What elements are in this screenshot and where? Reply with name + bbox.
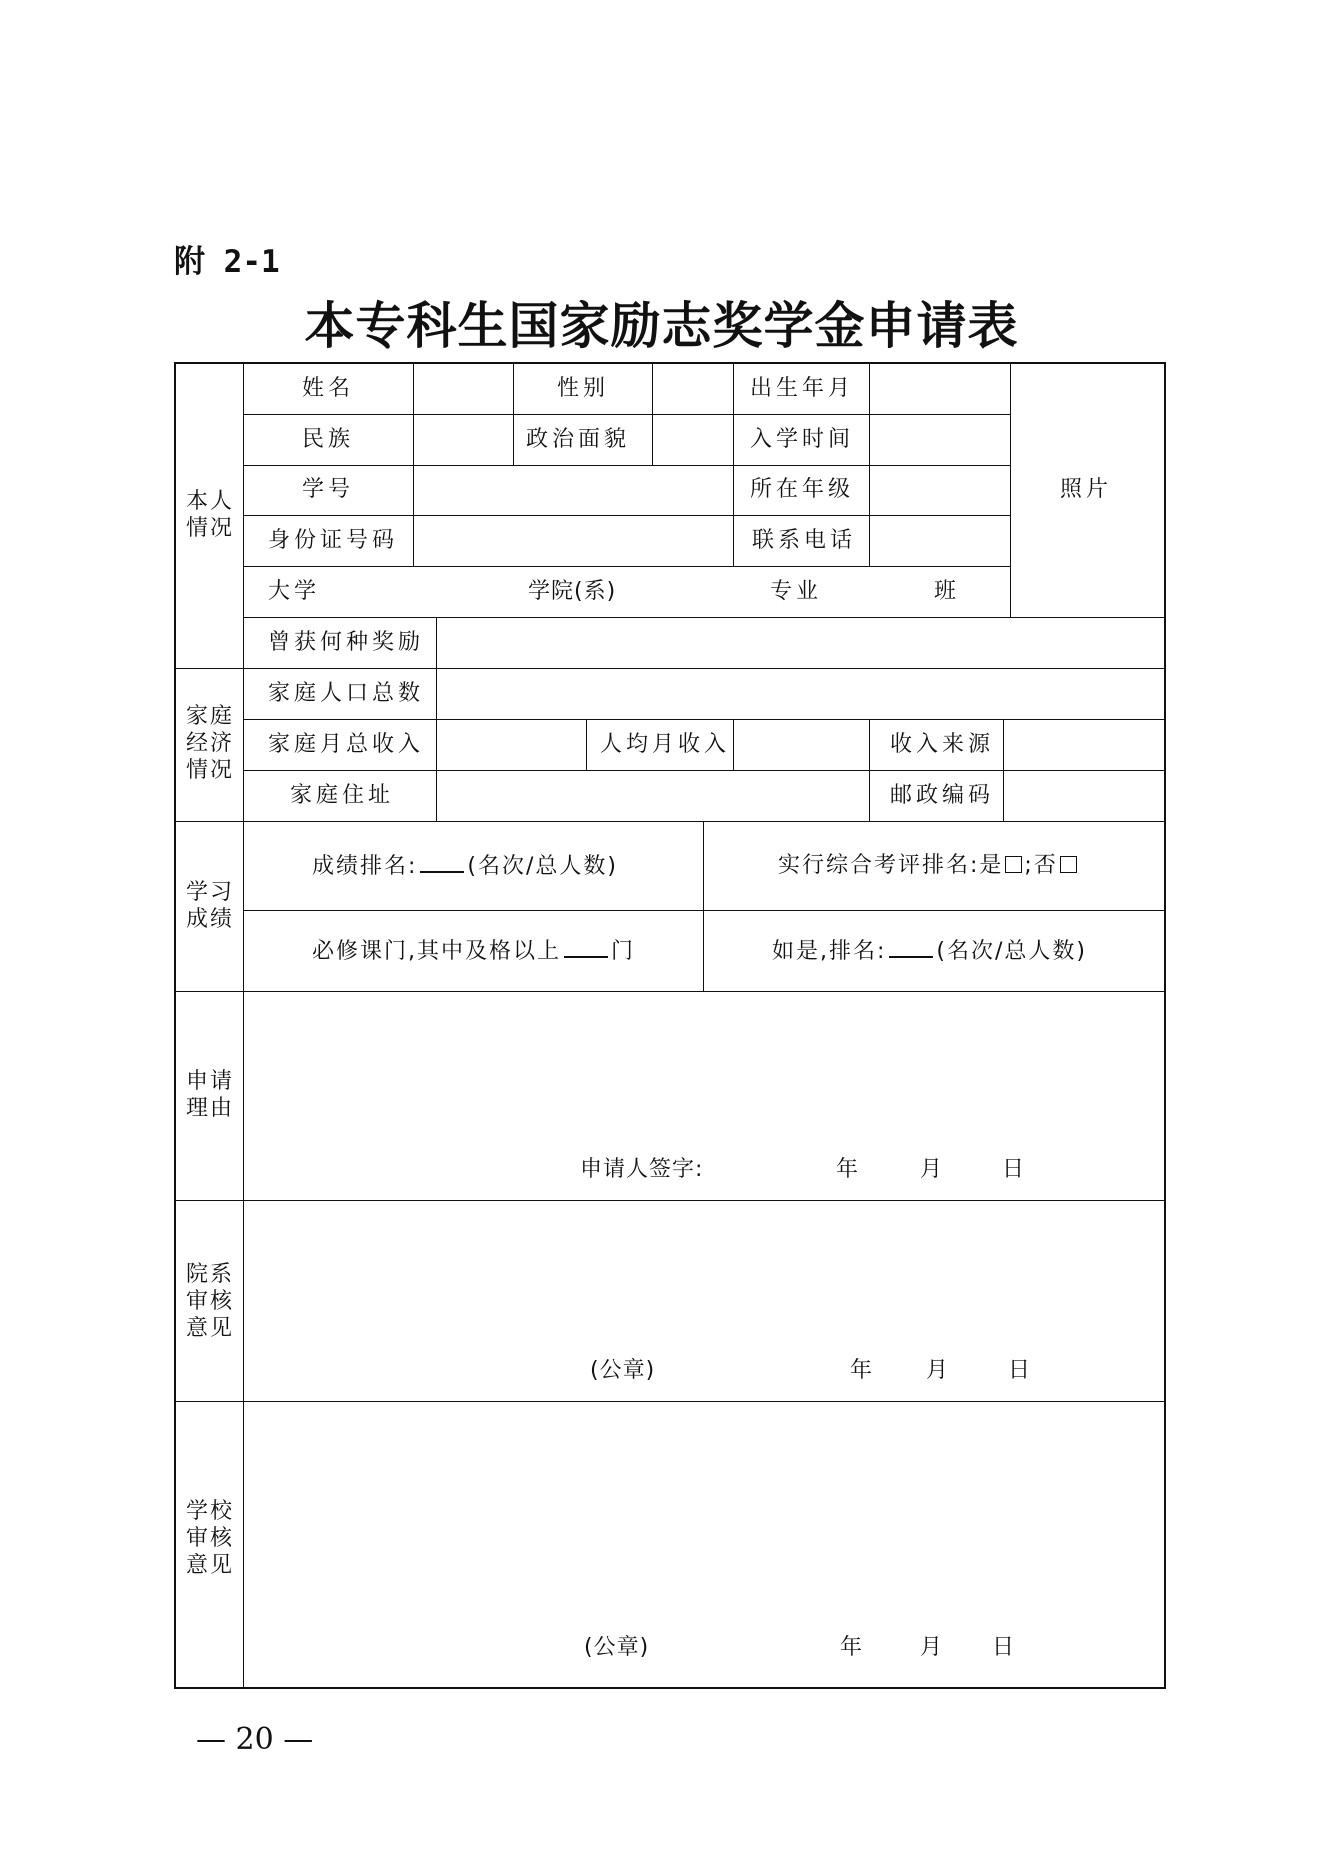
school-day: 日 — [992, 1635, 1019, 1660]
awards-label: 曾获何种奖励 — [268, 630, 425, 655]
college-year: 年 — [850, 1358, 877, 1383]
enrollment-time-field[interactable] — [870, 415, 1009, 465]
awards-field[interactable] — [437, 618, 1166, 668]
phone-field[interactable] — [870, 516, 1009, 566]
page-number: — 20 — — [196, 1722, 314, 1757]
if-yes-rank-prefix: 如是,排名: — [772, 939, 887, 964]
photo-column-divider — [1010, 364, 1011, 617]
college-day: 日 — [1008, 1358, 1035, 1383]
political-status-field[interactable] — [653, 415, 732, 465]
row-divider — [244, 566, 1011, 567]
section-divider — [176, 821, 1166, 822]
section-label-family: 家庭 经济 情况 — [185, 704, 234, 783]
grade-rank-suffix: (名次/总人数) — [467, 854, 619, 879]
ethnicity-label: 民族 — [302, 427, 355, 452]
college-label: 学院(系) — [528, 579, 617, 604]
college-month: 月 — [926, 1358, 953, 1383]
university-label: 大学 — [268, 579, 321, 604]
student-id-field[interactable] — [414, 466, 732, 515]
college-review-field[interactable] — [244, 1201, 1166, 1341]
application-form — [174, 362, 1166, 1689]
grade-rank-prefix: 成绩排名: — [312, 854, 418, 879]
section-label-reason: 申请 理由 — [185, 1069, 234, 1121]
comprehensive-rank-blank[interactable] — [889, 938, 933, 958]
col-divider — [733, 364, 734, 566]
yes-checkbox[interactable] — [1005, 856, 1022, 873]
section-label-personal: 本人 情况 — [185, 489, 234, 541]
income-source-field[interactable] — [1004, 720, 1166, 770]
reason-year: 年 — [836, 1157, 863, 1182]
ethnicity-field[interactable] — [414, 415, 512, 465]
section-label-study: 学习 成绩 — [185, 880, 234, 932]
grade-field[interactable] — [870, 466, 1009, 515]
school-year: 年 — [840, 1635, 867, 1660]
comprehensive-rank-line — [778, 853, 1079, 879]
postcode-label: 邮政编码 — [890, 783, 995, 808]
name-label: 姓名 — [302, 376, 355, 401]
birth-field[interactable] — [870, 364, 1009, 414]
if-yes-rank-suffix: (名次/总人数) — [936, 939, 1087, 964]
per-capita-income-field[interactable] — [734, 720, 868, 770]
income-source-label: 收入来源 — [890, 732, 995, 757]
phone-label: 联系电话 — [752, 528, 857, 553]
name-field[interactable] — [414, 364, 512, 414]
class-label: 班 — [934, 579, 961, 604]
political-status-label: 政治面貌 — [526, 427, 631, 452]
school-month: 月 — [920, 1635, 947, 1660]
passed-courses-blank[interactable] — [564, 938, 608, 958]
gender-label: 性别 — [557, 376, 610, 401]
per-capita-income-label: 人均月收入 — [600, 732, 731, 757]
section-label-school-review: 学校 审核 意见 — [185, 1499, 234, 1578]
family-address-field[interactable] — [437, 771, 868, 821]
school-review-field[interactable] — [244, 1402, 1166, 1602]
comprehensive-rank-prefix: 实行综合考评排名:是 — [778, 853, 1004, 878]
family-address-label: 家庭住址 — [290, 783, 395, 808]
grade-rank-line — [312, 853, 618, 880]
college-seal-label: (公章) — [590, 1358, 656, 1383]
enrollment-time-label: 入学时间 — [750, 427, 855, 452]
grade-rank-blank[interactable] — [420, 853, 464, 873]
section-label-college-review: 院系 审核 意见 — [185, 1262, 234, 1341]
required-courses-suffix: 门 — [611, 939, 636, 964]
row-divider — [244, 910, 1166, 911]
col-divider — [703, 821, 704, 991]
photo-label: 照片 — [1060, 477, 1113, 502]
if-yes-rank-line — [772, 938, 1087, 965]
id-card-field[interactable] — [414, 516, 732, 566]
col-divider — [869, 719, 870, 821]
annex-label: 附 2-1 — [174, 244, 280, 280]
required-courses-prefix: 必修课门,其中及格以上 — [312, 939, 561, 964]
reason-month: 月 — [920, 1157, 947, 1182]
school-seal-label: (公章) — [584, 1635, 650, 1660]
applicant-signature-label: 申请人签字: — [580, 1157, 704, 1182]
family-population-label: 家庭人口总数 — [268, 681, 425, 706]
family-population-field[interactable] — [437, 669, 1166, 719]
grade-label: 所在年级 — [750, 477, 855, 502]
required-courses-line — [312, 938, 635, 965]
family-monthly-income-label: 家庭月总收入 — [268, 732, 425, 757]
gender-field[interactable] — [653, 364, 732, 414]
reason-day: 日 — [1002, 1157, 1029, 1182]
postcode-field[interactable] — [1004, 771, 1166, 821]
page-title: 本专科生国家励志奖学金申请表 — [304, 296, 1019, 355]
id-card-label: 身份证号码 — [268, 528, 399, 553]
col-divider — [586, 719, 587, 770]
comprehensive-rank-mid: ;否 — [1024, 853, 1058, 878]
student-id-label: 学号 — [302, 477, 355, 502]
col-divider — [513, 364, 514, 465]
family-monthly-income-field[interactable] — [437, 720, 585, 770]
birth-label: 出生年月 — [750, 376, 855, 401]
major-label: 专业 — [770, 579, 823, 604]
reason-field[interactable] — [244, 992, 1166, 1142]
no-checkbox[interactable] — [1060, 856, 1077, 873]
